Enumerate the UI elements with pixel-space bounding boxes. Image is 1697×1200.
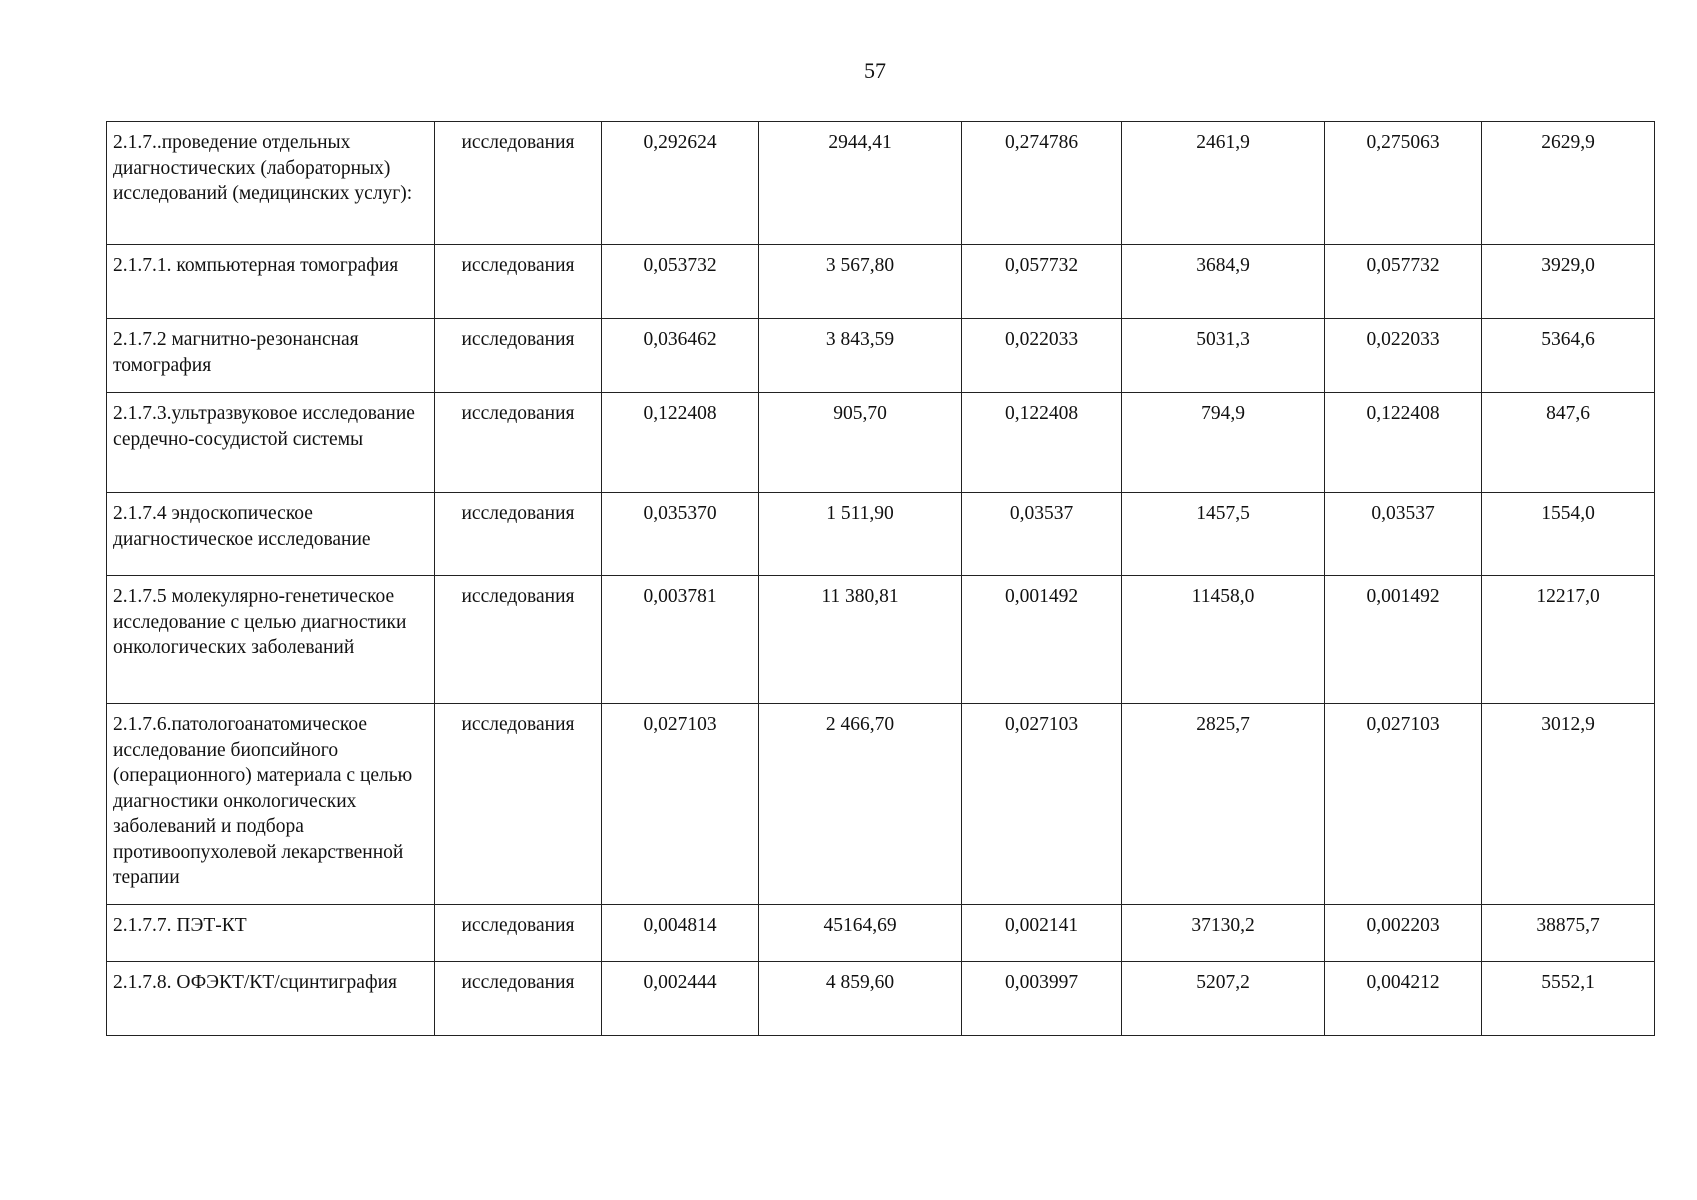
unit-cell: исследования: [435, 319, 602, 393]
value-cell: 0,036462: [602, 319, 759, 393]
value-cell: 0,057732: [1325, 245, 1482, 319]
unit-cell: исследования: [435, 393, 602, 493]
row-name-cell: 2.1.7.8. ОФЭКТ/КТ/сцинтиграфия: [107, 962, 435, 1036]
value-cell: 3929,0: [1482, 245, 1655, 319]
row-name-cell: 2.1.7.6.патологоанатомическое исследование биопсийного (операционного) материала с целью диагностики онкологических заболеваний и подбора противоопухолевой лекарственной терапии: [107, 704, 435, 905]
value-cell: 0,027103: [602, 704, 759, 905]
value-cell: 0,003781: [602, 576, 759, 704]
unit-cell: исследования: [435, 576, 602, 704]
value-cell: 0,03537: [1325, 493, 1482, 576]
value-cell: 0,022033: [1325, 319, 1482, 393]
value-cell: 0,001492: [962, 576, 1122, 704]
value-cell: 0,053732: [602, 245, 759, 319]
value-cell: 0,002141: [962, 905, 1122, 962]
value-cell: 905,70: [759, 393, 962, 493]
table-row: [107, 122, 1655, 245]
value-cell: 794,9: [1122, 393, 1325, 493]
value-cell: 1 511,90: [759, 493, 962, 576]
value-cell: 1554,0: [1482, 493, 1655, 576]
unit-cell: исследования: [435, 905, 602, 962]
value-cell: 2944,41: [759, 122, 962, 245]
value-cell: 1457,5: [1122, 493, 1325, 576]
value-cell: 2461,9: [1122, 122, 1325, 245]
tariff-table: [106, 121, 1655, 1036]
value-cell: 37130,2: [1122, 905, 1325, 962]
value-cell: 0,004212: [1325, 962, 1482, 1036]
value-cell: 5207,2: [1122, 962, 1325, 1036]
value-cell: 5031,3: [1122, 319, 1325, 393]
value-cell: 3 567,80: [759, 245, 962, 319]
value-cell: 2629,9: [1482, 122, 1655, 245]
value-cell: 0,022033: [962, 319, 1122, 393]
value-cell: 0,122408: [962, 393, 1122, 493]
value-cell: 0,122408: [602, 393, 759, 493]
row-name-cell: 2.1.7.2 магнитно-резонансная томография: [107, 319, 435, 393]
value-cell: 38875,7: [1482, 905, 1655, 962]
value-cell: 0,292624: [602, 122, 759, 245]
value-cell: 0,122408: [1325, 393, 1482, 493]
value-cell: 11 380,81: [759, 576, 962, 704]
value-cell: 2825,7: [1122, 704, 1325, 905]
table-row: [107, 905, 1655, 962]
value-cell: 0,027103: [962, 704, 1122, 905]
unit-cell: исследования: [435, 122, 602, 245]
value-cell: 12217,0: [1482, 576, 1655, 704]
value-cell: 0,002444: [602, 962, 759, 1036]
value-cell: 2 466,70: [759, 704, 962, 905]
value-cell: 4 859,60: [759, 962, 962, 1036]
value-cell: 5552,1: [1482, 962, 1655, 1036]
value-cell: 0,004814: [602, 905, 759, 962]
unit-cell: исследования: [435, 245, 602, 319]
value-cell: 3 843,59: [759, 319, 962, 393]
table-row: [107, 704, 1655, 905]
table-row: [107, 319, 1655, 393]
table-row: [107, 493, 1655, 576]
unit-cell: исследования: [435, 704, 602, 905]
value-cell: 5364,6: [1482, 319, 1655, 393]
table-row: [107, 245, 1655, 319]
value-cell: 847,6: [1482, 393, 1655, 493]
row-name-cell: 2.1.7..проведение отдельных диагностических (лабораторных) исследований (медицинских услуг):: [107, 122, 435, 245]
value-cell: 45164,69: [759, 905, 962, 962]
row-name-cell: 2.1.7.1. компьютерная томография: [107, 245, 435, 319]
unit-cell: исследования: [435, 493, 602, 576]
value-cell: 0,001492: [1325, 576, 1482, 704]
row-name-cell: 2.1.7.4 эндоскопическое диагностическое исследование: [107, 493, 435, 576]
table-row: [107, 962, 1655, 1036]
value-cell: 0,275063: [1325, 122, 1482, 245]
value-cell: 0,027103: [1325, 704, 1482, 905]
page-number: 57: [864, 58, 886, 83]
value-cell: 0,03537: [962, 493, 1122, 576]
table-row: [107, 393, 1655, 493]
value-cell: 3012,9: [1482, 704, 1655, 905]
value-cell: 11458,0: [1122, 576, 1325, 704]
table-row: [107, 576, 1655, 704]
row-name-cell: 2.1.7.3.ультразвуковое исследование сердечно-сосудистой системы: [107, 393, 435, 493]
unit-cell: исследования: [435, 962, 602, 1036]
value-cell: 0,035370: [602, 493, 759, 576]
row-name-cell: 2.1.7.5 молекулярно-генетическое исследование с целью диагностики онкологических заболеваний: [107, 576, 435, 704]
value-cell: 0,274786: [962, 122, 1122, 245]
value-cell: 3684,9: [1122, 245, 1325, 319]
value-cell: 0,003997: [962, 962, 1122, 1036]
value-cell: 0,002203: [1325, 905, 1482, 962]
row-name-cell: 2.1.7.7. ПЭТ-КТ: [107, 905, 435, 962]
value-cell: 0,057732: [962, 245, 1122, 319]
